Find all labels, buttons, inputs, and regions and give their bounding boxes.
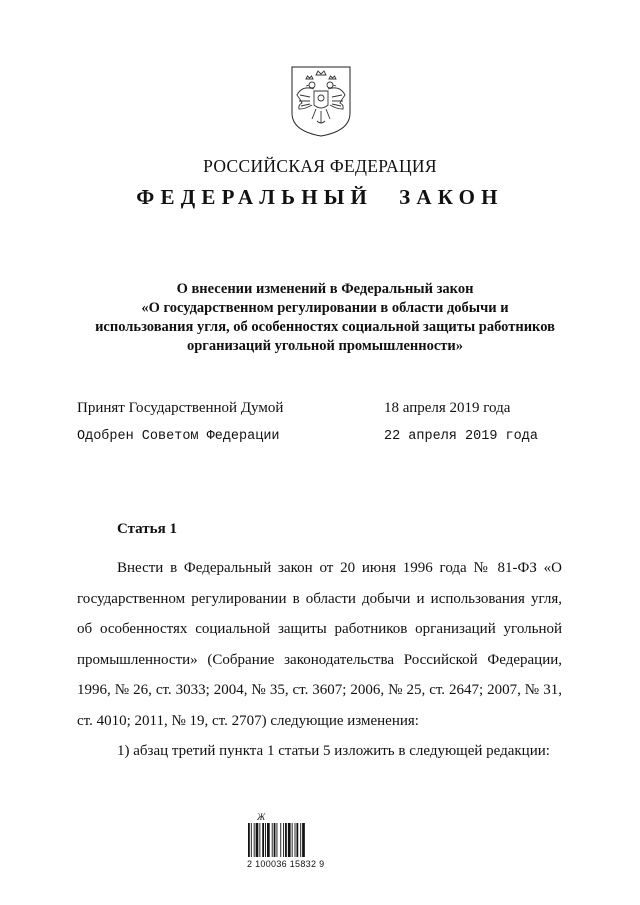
article-paragraph: Внести в Федеральный закон от 20 июня 1996 года № 81-ФЗ «О государственном регулировании в области добычи и использования угля, об особенностях социальной защиты работников организаций угольной промышленности» (Собрание законодательства Российской Федерации, 1996, № 26, ст. 3033; 2004, № 35, ст. 3607; 2006, № 25, ст. 2647; 2007, № 31, ст. 4010; 2011, № 19, ст. 2707) следующие изменения:: [77, 560, 562, 729]
law-title-line: «О государственном регулировании в области добычи и: [141, 300, 509, 316]
law-title-line: использования угля, об особенностях социальной защиты работников: [95, 319, 555, 335]
law-title-line: организаций угольной промышленности»: [186, 338, 464, 354]
article-paragraph: 1) абзац третий пункта 1 статьи 5 изложить в следующей редакции:: [117, 743, 550, 759]
law-type-word-1: ФЕДЕРАЛЬНЫЙ: [136, 185, 374, 209]
coat-of-arms-emblem: [290, 65, 352, 137]
duma-adoption-date: 18 апреля 2019 года: [384, 400, 511, 416]
law-type-word-2: ЗАКОН: [399, 185, 504, 209]
law-title: [60, 280, 590, 356]
document-type-heading: [0, 185, 640, 210]
council-approval-label: Одобрен Советом Федерации: [77, 429, 280, 444]
document-barcode: [247, 812, 329, 870]
country-name: РОССИЙСКАЯ ФЕДЕРАЦИЯ: [203, 156, 437, 176]
article-heading: Статья 1: [117, 521, 177, 537]
barcode-bars-icon: [247, 823, 327, 857]
barcode-signature: Ж: [257, 812, 266, 822]
barcode-number: 2 100036 15832 9: [247, 859, 325, 869]
law-title-line: О внесении изменений в Федеральный закон: [176, 281, 474, 297]
duma-adoption-label: Принят Государственной Думой: [77, 400, 284, 416]
article-body: [77, 553, 562, 767]
council-approval-date: 22 апреля 2019 года: [384, 429, 538, 444]
